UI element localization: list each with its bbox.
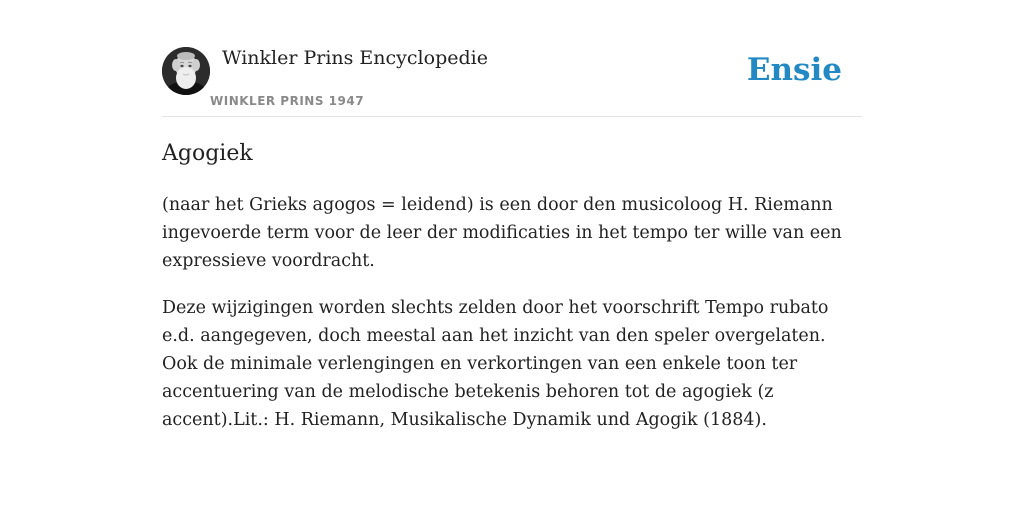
source-avatar[interactable] <box>162 47 210 95</box>
ensie-logo-link[interactable]: Ensie <box>746 52 842 88</box>
source-title[interactable]: Winkler Prins Encyclopedie <box>222 47 488 69</box>
article-paragraph-2: Deze wijzigingen worden slechts zelden door het voorschrift Tempo rubato e.d. aangegeven, doch meestal aan het inzicht van den speler overgelaten. Ook de minimale verlengingen en verkortingen van een enkele toon ter accentuering van de melodische betekenis behoren tot de agogiek (z accent).Lit.: H. Riemann, Musikalische Dynamik und Agogik (1884). <box>162 298 829 430</box>
bearded-man-portrait-icon <box>162 47 210 95</box>
source-subtitle: WINKLER PRINS 1947 <box>210 94 365 108</box>
article-title: Agogiek <box>162 141 253 166</box>
article-paragraph-1: (naar het Grieks agogos = leidend) is een door den musicoloog H. Riemann ingevoerde term voor de leer der modificaties in het tempo ter wille van een expressieve voordracht. <box>162 195 842 271</box>
source-header <box>162 44 862 117</box>
article-content <box>162 138 862 453</box>
